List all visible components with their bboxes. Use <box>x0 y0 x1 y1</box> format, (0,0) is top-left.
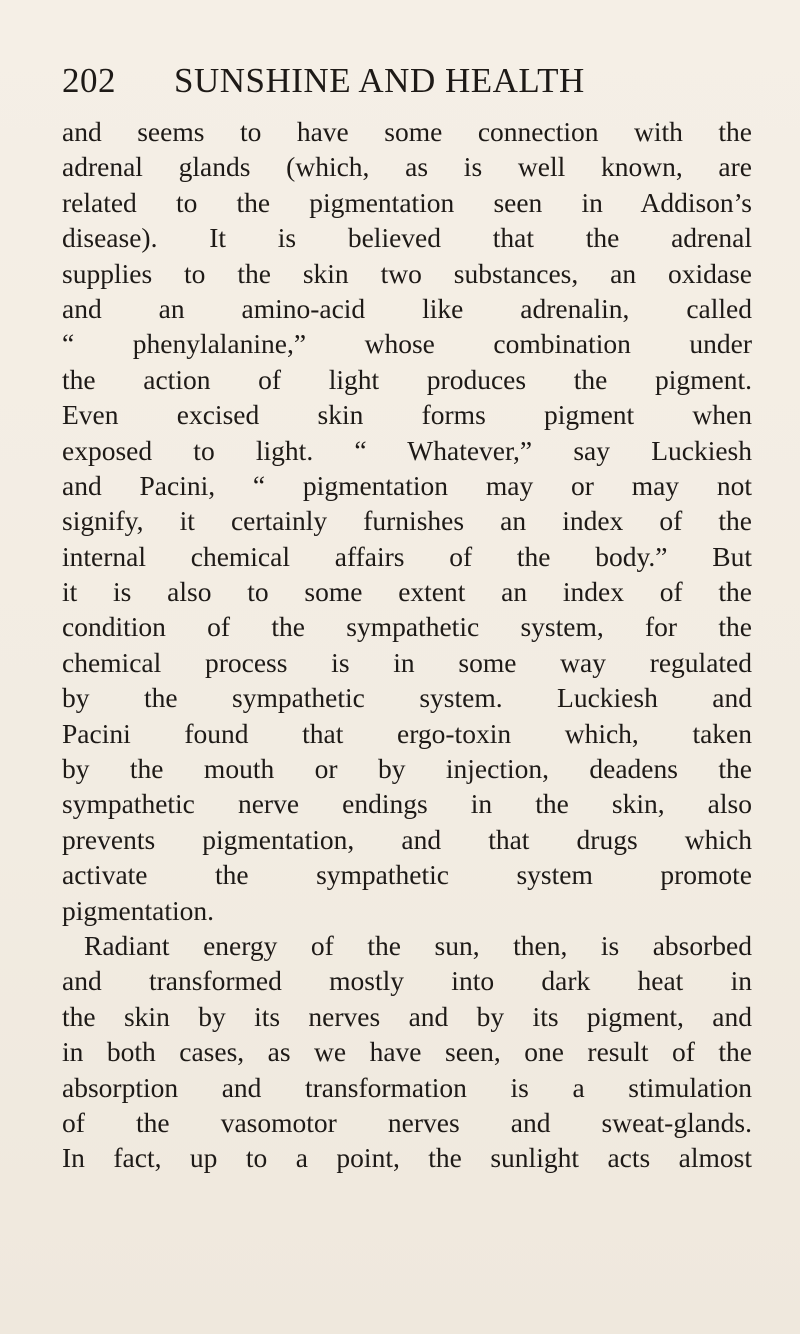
text-line: supplies to the skin two substances, an oxidase <box>62 257 752 289</box>
text-line: adrenal glands (which, as is well known, are <box>62 151 752 183</box>
text-line: exposed to light. “ Whatever,” say Luckiesh <box>62 434 752 466</box>
text-line: disease). It is believed that the adrenal <box>62 222 752 254</box>
text-line: of the vasomotor nerves and sweat-glands. <box>62 1106 752 1138</box>
text-line: related to the pigmentation seen in Addison’s <box>62 186 752 218</box>
text-line: the action of light produces the pigment. <box>62 363 752 395</box>
text-line: internal chemical affairs of the body.” But <box>62 540 752 572</box>
text-line: the skin by its nerves and by its pigment, and <box>62 1000 752 1032</box>
paragraph-start-line: Radiant energy of the sun, then, is absorbed <box>84 929 752 961</box>
text-line: “ phenylalanine,” whose combination under <box>62 328 752 360</box>
paragraph-end-line: pigmentation. <box>62 894 214 926</box>
text-line: absorption and transformation is a stimulation <box>62 1071 752 1103</box>
text-line: activate the sympathetic system promote <box>62 859 752 891</box>
text-line: it is also to some extent an index of the <box>62 576 752 608</box>
page-number: 202 <box>62 61 116 100</box>
text-line: by the mouth or by injection, deadens the <box>62 753 752 785</box>
text-line: and Pacini, “ pigmentation may or may not <box>62 469 752 501</box>
text-line: Pacini found that ergo-toxin which, taken <box>62 717 752 749</box>
text-line: In fact, up to a point, the sunlight acts almost <box>62 1142 752 1174</box>
text-line: in both cases, as we have seen, one result of the <box>62 1036 752 1068</box>
text-line: and an amino-acid like adrenalin, called <box>62 292 752 324</box>
text-line: condition of the sympathetic system, for the <box>62 611 752 643</box>
text-line: and transformed mostly into dark heat in <box>62 965 752 997</box>
running-head-title: SUNSHINE AND HEALTH <box>174 61 585 100</box>
text-line: signify, it certainly furnishes an index of the <box>62 505 752 537</box>
text-line: and seems to have some connection with the <box>62 116 752 147</box>
body-text <box>62 114 752 1176</box>
text-line: Even excised skin forms pigment when <box>62 399 752 431</box>
running-head <box>62 58 742 104</box>
text-line: by the sympathetic system. Luckiesh and <box>62 682 752 714</box>
text-line: prevents pigmentation, and that drugs which <box>62 823 752 855</box>
text-line: chemical process is in some way regulated <box>62 646 752 678</box>
text-line: sympathetic nerve endings in the skin, also <box>62 788 752 820</box>
